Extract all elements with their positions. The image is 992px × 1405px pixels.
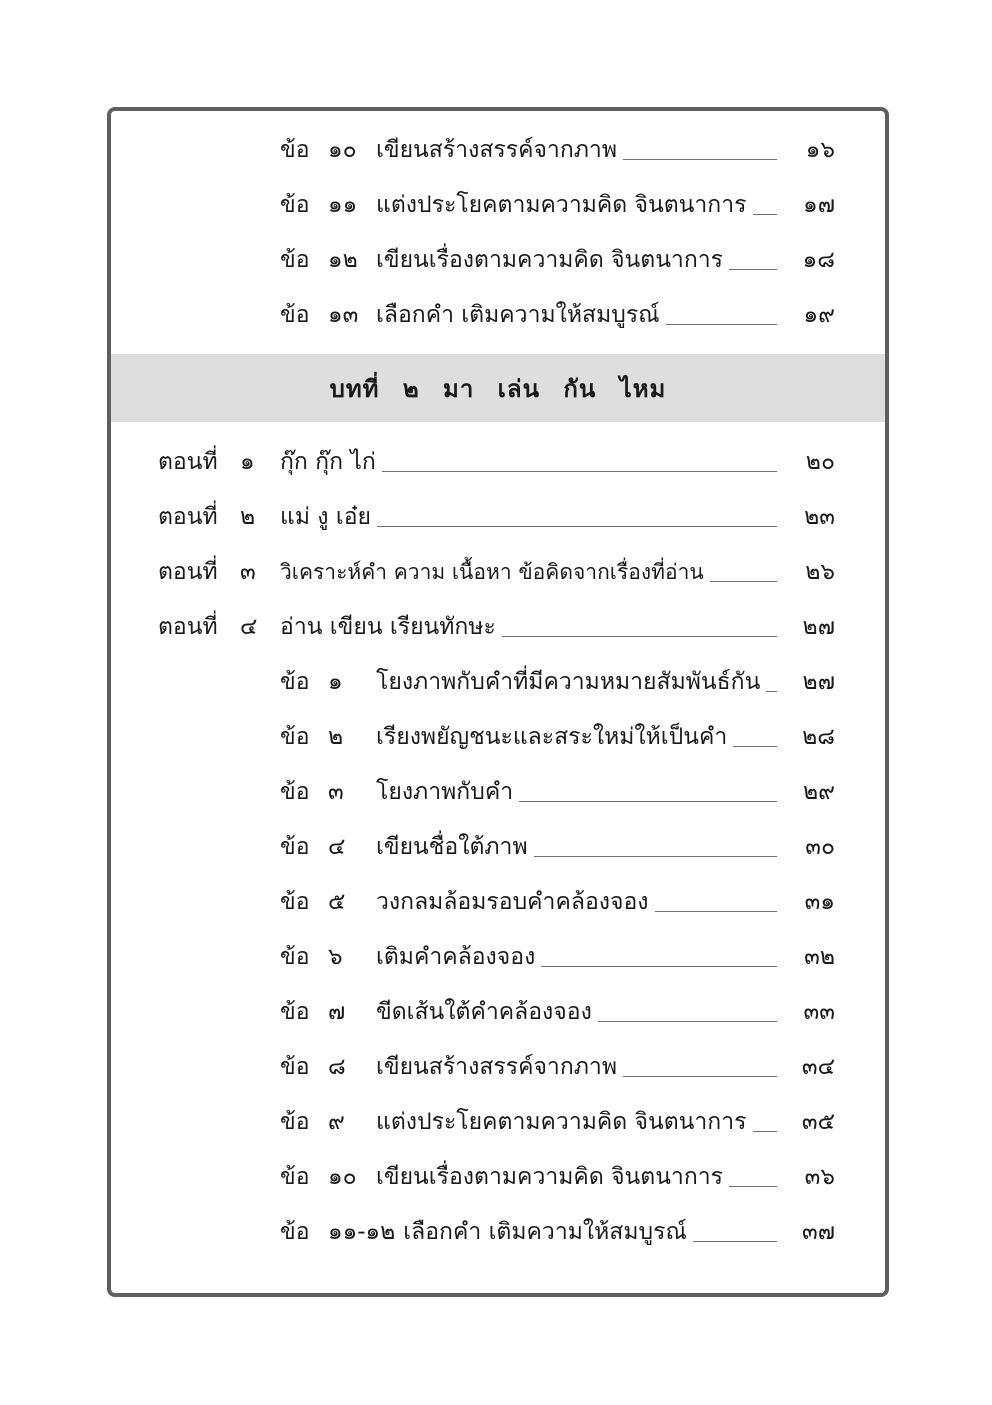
toc-entry[interactable] [280,882,835,922]
dot-leader [598,1021,777,1022]
entry-page: ๓๐ [805,834,835,860]
entry-number: ๓ [328,779,344,805]
chapter-banner [111,354,885,422]
dot-leader [733,746,777,747]
toc-entry[interactable] [280,240,835,280]
entry-title: โยงภาพกับคำ [376,779,514,805]
entry-key: ข้อ [280,192,310,218]
entry-page: ๓๒ [804,944,835,970]
toc-entry[interactable] [280,1047,835,1087]
entry-number: ๒ [328,724,344,750]
section-key: ตอนที่ [158,504,218,530]
section-page: ๒๗ [802,614,835,640]
toc-entry[interactable] [280,185,835,225]
entry-title: เขียนสร้างสรรค์จากภาพ [376,1054,618,1080]
section-title: กุ๊ก กุ๊ก ไก่ [280,449,376,475]
entry-page: ๒๘ [802,724,835,750]
section-page: ๒๐ [805,449,835,475]
entry-title: ขีดเส้นใต้คำคล้องจอง [376,999,592,1025]
entry-key: ข้อ [280,1054,310,1080]
entry-number: ๖ [328,944,343,970]
toc-section[interactable] [158,442,835,482]
entry-title: เขียนเรื่องตามความคิด จินตนาการ [376,247,724,273]
dot-leader [541,966,777,967]
entry-title: แต่งประโยคตามความคิด จินตนาการ [376,1109,747,1135]
entry-title: เลือกคำ เติมความให้สมบูรณ์ [376,302,660,328]
entry-number: ๑๑-๑๒ [328,1219,396,1245]
entry-number: ๑๓ [328,302,359,328]
chapter-title: บทที่ ๒ มา เล่น กัน ไหม [329,374,667,403]
entry-key: ข้อ [280,944,310,970]
toc-section[interactable] [158,607,835,647]
entry-number: ๑๐ [328,137,357,163]
entry-key: ข้อ [280,889,310,915]
toc-entry[interactable] [280,1157,835,1197]
toc-entry[interactable] [280,130,835,170]
dot-leader [519,801,777,802]
entry-page: ๓๓ [803,999,835,1025]
entry-title: แต่งประโยคตามความคิด จินตนาการ [376,192,747,218]
dot-leader [623,159,777,160]
toc-entry[interactable] [280,717,835,757]
section-title: แม่ งู เอ๋ย [280,504,371,530]
entry-page: ๑๘ [802,247,835,273]
entry-page: ๑๖ [805,137,835,163]
toc-entry[interactable] [280,772,835,812]
entry-title: เติมคำคล้องจอง [376,944,536,970]
entry-page: ๓๔ [801,1054,835,1080]
dot-leader [710,581,777,582]
dot-leader [534,856,777,857]
section-page: ๒๖ [805,559,835,585]
section-page: ๒๓ [804,504,835,530]
entry-title: เขียนเรื่องตามความคิด จินตนาการ [376,1164,724,1190]
dot-leader [666,324,777,325]
entry-number: ๑๒ [328,247,358,273]
dot-leader [729,1186,777,1187]
entry-number: ๘ [328,1054,346,1080]
dot-leader [766,691,777,692]
entry-key: ข้อ [280,999,310,1025]
entry-title: เขียนสร้างสรรค์จากภาพ [376,137,618,163]
entry-page: ๒๗ [802,669,835,695]
entry-number: ๑๐ [328,1164,357,1190]
entry-page: ๓๖ [804,1164,835,1190]
section-key: ตอนที่ [158,614,218,640]
entry-title: โยงภาพกับคำที่มีความหมายสัมพันธ์กัน [376,669,761,695]
toc-entry[interactable] [280,295,835,335]
entry-page: ๓๑ [804,889,835,915]
entry-page: ๒๙ [802,779,835,805]
entry-key: ข้อ [280,669,310,695]
entry-number: ๕ [328,889,346,915]
entry-page: ๑๗ [803,192,835,218]
toc-section[interactable] [158,552,835,592]
section-title: วิเคราะห์คำ ความ เนื้อหา ข้อคิดจากเรื่องที่อ่าน [280,560,704,584]
entry-title: เขียนชื่อใต้ภาพ [376,834,528,860]
entry-number: ๑ [328,669,343,695]
section-number: ๔ [240,614,258,640]
entry-title: เลือกคำ เติมความให้สมบูรณ์ [403,1219,687,1245]
dot-leader [655,911,777,912]
entry-key: ข้อ [280,1164,310,1190]
entry-key: ข้อ [280,302,310,328]
section-title: อ่าน เขียน เรียนทักษะ [280,614,496,640]
entry-number: ๑๑ [328,192,358,218]
dot-leader [693,1241,777,1242]
section-key: ตอนที่ [158,559,218,585]
toc-entry[interactable] [280,937,835,977]
entry-key: ข้อ [280,247,310,273]
section-key: ตอนที่ [158,449,218,475]
entry-number: ๗ [328,999,346,1025]
entry-key: ข้อ [280,834,310,860]
toc-entry[interactable] [280,662,835,702]
dot-leader [753,1131,777,1132]
section-number: ๑ [240,449,255,475]
dot-leader [502,636,777,637]
entry-number: ๔ [328,834,346,860]
section-number: ๒ [240,504,256,530]
entry-key: ข้อ [280,779,310,805]
section-number: ๓ [240,559,256,585]
toc-entry[interactable] [280,992,835,1032]
entry-title: วงกลมล้อมรอบคำคล้องจอง [376,889,649,915]
entry-page: ๓๗ [801,1219,835,1245]
entry-number: ๙ [328,1109,345,1135]
dot-leader [753,214,777,215]
entry-page: ๓๕ [801,1109,835,1135]
toc-entry[interactable] [280,1212,835,1252]
dot-leader [377,526,777,527]
dot-leader [382,471,777,472]
entry-title: เรียงพยัญชนะและสระใหม่ให้เป็นคำ [376,724,728,750]
toc-entry[interactable] [280,1102,835,1142]
entry-key: ข้อ [280,1109,310,1135]
entry-page: ๑๙ [803,302,835,328]
dot-leader [623,1076,777,1077]
dot-leader [729,269,777,270]
entry-key: ข้อ [280,137,310,163]
toc-section[interactable] [158,497,835,537]
entry-key: ข้อ [280,724,310,750]
entry-key: ข้อ [280,1219,310,1245]
toc-entry[interactable] [280,827,835,867]
